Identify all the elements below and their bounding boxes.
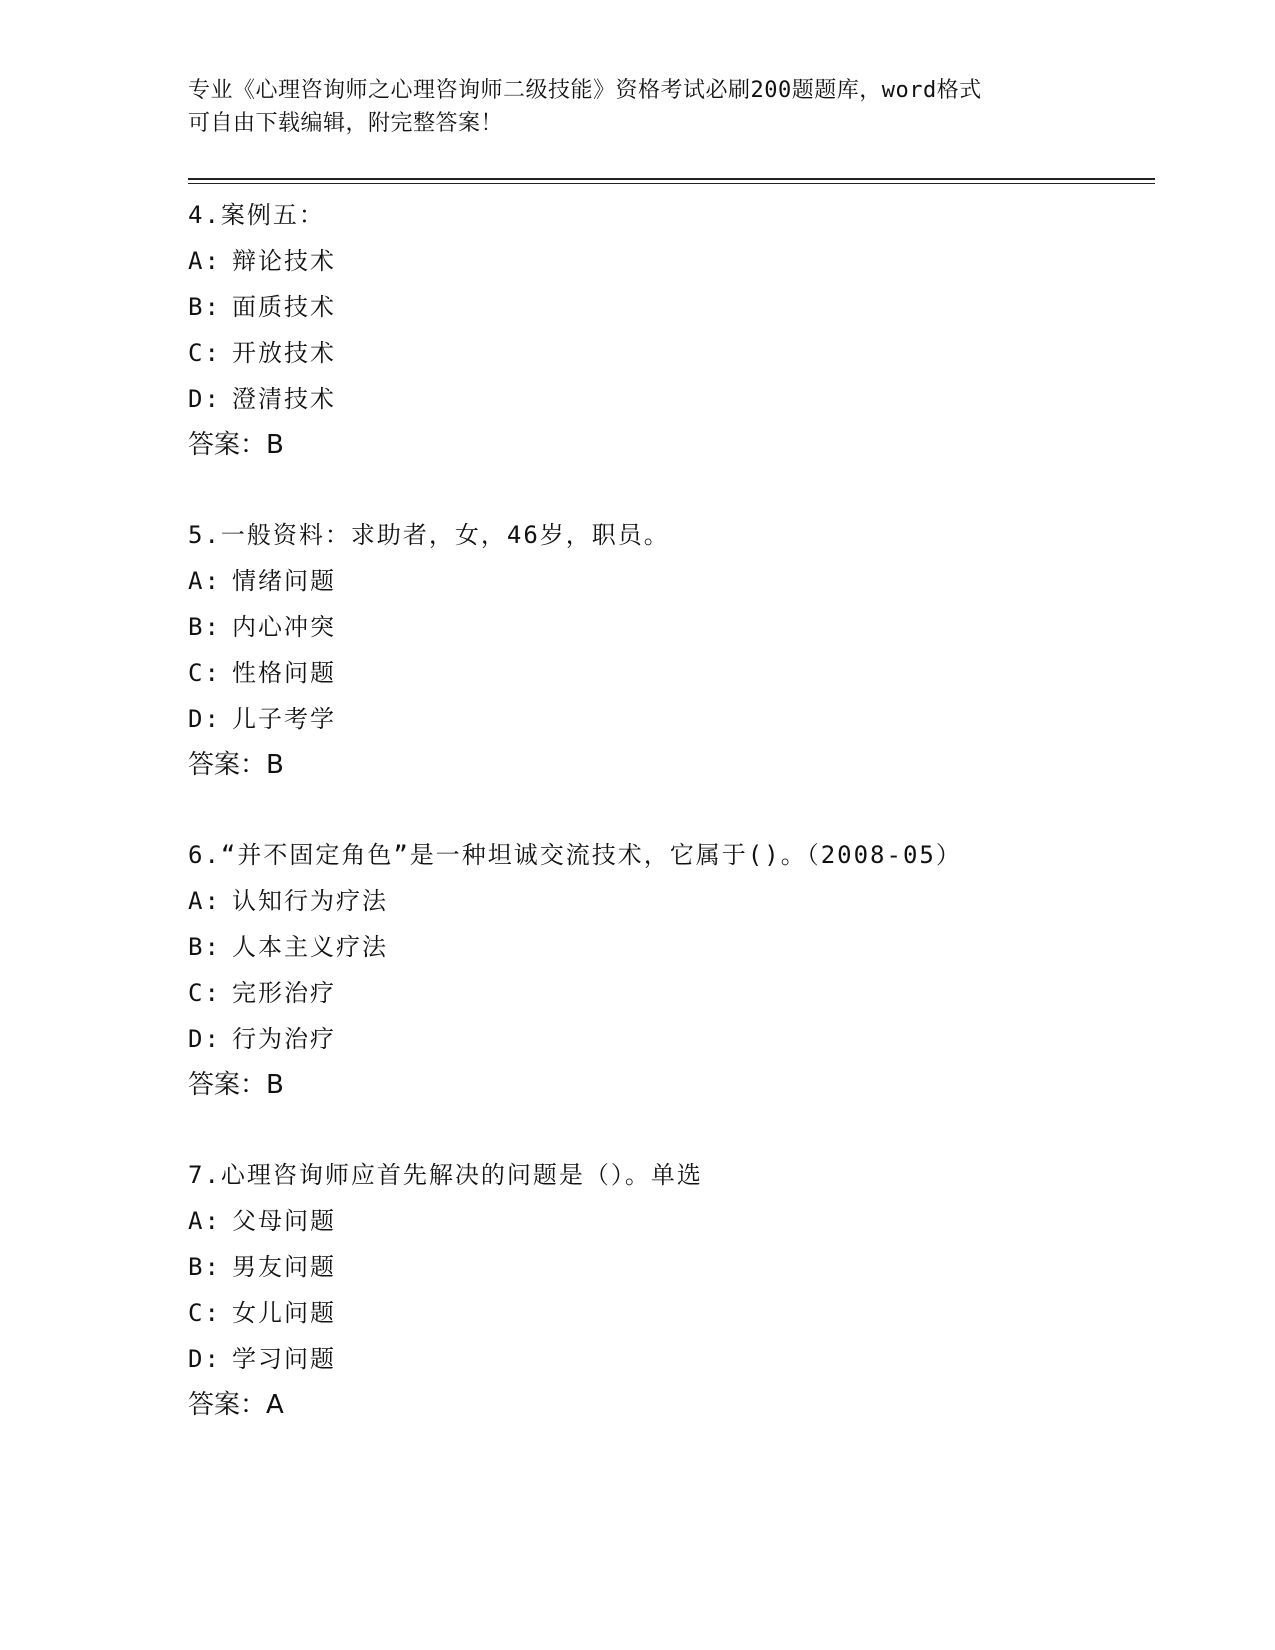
option-text: 性格问题 [232,659,336,687]
option-d [188,1336,1148,1382]
question-block [188,192,1148,468]
question-list [188,192,1148,1472]
option-text: 男友问题 [232,1253,336,1281]
option-letter: B: [188,293,221,321]
option-letter: A: [188,247,221,275]
option-letter: D: [188,705,221,733]
question-block [188,512,1148,788]
answer-line: 答案：B [188,1070,284,1100]
question-block [188,832,1148,1108]
option-text: 辩论技术 [232,247,336,275]
option-b [188,1244,1148,1290]
header-divider-thin [188,183,1155,184]
option-letter: A: [188,887,221,915]
option-letter: B: [188,1253,221,1281]
option-text: 完形治疗 [232,979,336,1007]
option-letter: B: [188,613,221,641]
option-letter: C: [188,1299,221,1327]
option-letter: D: [188,1345,221,1373]
option-a [188,1198,1148,1244]
option-letter: D: [188,1025,221,1053]
option-b [188,604,1148,650]
option-letter: C: [188,659,221,687]
option-letter: B: [188,933,221,961]
option-text: 儿子考学 [232,705,336,733]
option-text: 女儿问题 [232,1299,336,1327]
answer-line: 答案：B [188,750,284,780]
option-letter: A: [188,567,221,595]
option-c [188,970,1148,1016]
option-text: 人本主义疗法 [232,933,388,961]
option-c [188,1290,1148,1336]
option-a [188,558,1148,604]
option-a [188,878,1148,924]
question-stem: 4.案例五： [188,201,325,229]
option-b [188,924,1148,970]
option-letter: D: [188,385,221,413]
option-c [188,330,1148,376]
option-text: 开放技术 [232,339,336,367]
answer-line: 答案：B [188,430,284,460]
question-stem: 6.“并不固定角色”是一种坦诚交流技术，它属于()。（2008-05） [188,841,962,869]
option-letter: C: [188,979,221,1007]
option-text: 认知行为疗法 [232,887,388,915]
option-letter: A: [188,1207,221,1235]
option-letter: C: [188,339,221,367]
option-text: 澄清技术 [232,385,336,413]
question-stem: 7.心理咨询师应首先解决的问题是（）。单选 [188,1161,703,1189]
header-line-2: 可自由下载编辑，附完整答案！ [188,111,504,136]
option-b [188,284,1148,330]
option-text: 父母问题 [232,1207,336,1235]
option-c [188,650,1148,696]
option-text: 情绪问题 [232,567,336,595]
option-text: 内心冲突 [232,613,336,641]
option-text: 面质技术 [232,293,336,321]
question-block [188,1152,1148,1428]
question-stem: 5.一般资料：求助者，女，46岁，职员。 [188,521,670,549]
header-divider-thick [188,178,1155,180]
option-text: 行为治疗 [232,1025,336,1053]
option-text: 学习问题 [232,1345,336,1373]
answer-line: 答案：A [188,1390,284,1420]
option-d [188,696,1148,742]
option-d [188,376,1148,422]
document-header [188,74,1088,140]
option-a [188,238,1148,284]
header-line-1: 专业《心理咨询师之心理咨询师二级技能》资格考试必刷200题题库，word格式 [188,78,982,103]
option-d [188,1016,1148,1062]
